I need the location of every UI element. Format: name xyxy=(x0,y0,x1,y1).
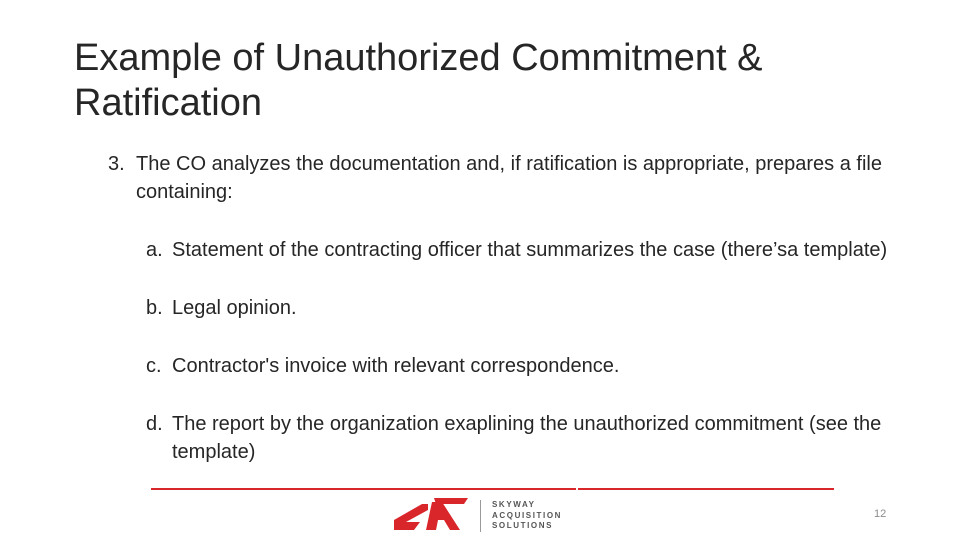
main-list-marker: 3. xyxy=(108,153,125,175)
sub-list-marker: d. xyxy=(146,413,163,435)
footer-rule-left xyxy=(151,488,576,490)
sub-list-text: The report by the organization exaplining the unauthorized commitment (see the template) xyxy=(172,413,882,463)
sub-list-item-a xyxy=(146,236,938,264)
main-list-text: The CO analyzes the documentation and, if ratification is appropriate, prepares a file containing: xyxy=(136,153,882,203)
company-logo xyxy=(392,496,582,536)
logo-line: SKYWAY xyxy=(492,500,536,509)
sub-list-marker: a. xyxy=(146,239,163,261)
logo-divider xyxy=(480,500,481,532)
skyway-logo-icon xyxy=(392,496,470,534)
sub-list-marker: b. xyxy=(146,297,163,319)
sub-list xyxy=(108,236,938,466)
sub-list-item-b xyxy=(146,294,938,322)
main-list-item xyxy=(108,150,938,206)
sub-list-text: Statement of the contracting officer that summarizes the case (there’sa template) xyxy=(172,239,888,261)
slide-body xyxy=(108,150,938,496)
page-number: 12 xyxy=(874,508,887,520)
sub-list-item-d xyxy=(146,410,938,466)
logo-line: SOLUTIONS xyxy=(492,521,554,530)
slide-title: Example of Unauthorized Commitment & Ratification xyxy=(74,37,763,124)
sub-list-item-c xyxy=(146,352,938,380)
logo-wordmark xyxy=(492,500,562,532)
footer-rule-right xyxy=(578,488,834,490)
sub-list-text: Legal opinion. xyxy=(172,297,297,319)
sub-list-text: Contractor's invoice with relevant correspondence. xyxy=(172,355,620,377)
sub-list-marker: c. xyxy=(146,355,162,377)
logo-line: ACQUISITION xyxy=(492,510,563,520)
